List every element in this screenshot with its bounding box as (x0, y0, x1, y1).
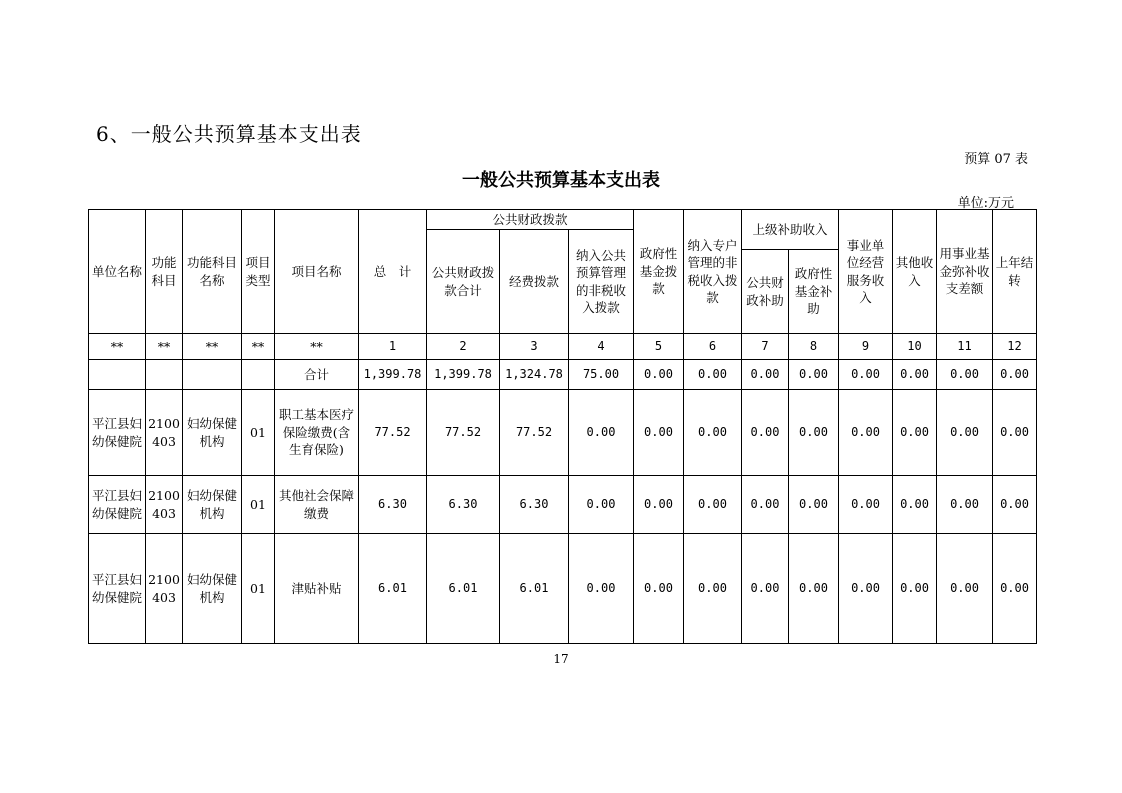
func-name-cell: 妇幼保健机构 (183, 476, 242, 534)
value-cell: 0.00 (742, 534, 789, 644)
value-cell: 0.00 (742, 390, 789, 476)
unit-name-cell: 平江县妇幼保健院 (89, 390, 146, 476)
value-cell: 6.30 (359, 476, 427, 534)
value-cell: 6.01 (359, 534, 427, 644)
page-number: 17 (553, 652, 569, 666)
header-gov-fund-subsidy: 政府性基金补助 (789, 250, 839, 334)
value-cell: 0.00 (569, 390, 634, 476)
column-index-cell: 5 (634, 334, 684, 360)
header-expense-allocation: 经费拨款 (500, 230, 569, 334)
form-number: 预算 07 表 (964, 152, 1028, 167)
item-name-cell: 津贴补贴 (275, 534, 359, 644)
total-value: 1,324.78 (500, 360, 569, 390)
unit-label: 单位:万元 (957, 196, 1014, 211)
value-cell: 0.00 (993, 390, 1037, 476)
value-cell: 0.00 (893, 476, 937, 534)
value-cell: 0.00 (937, 476, 993, 534)
total-value: 0.00 (937, 360, 993, 390)
column-index-cell: 2 (427, 334, 500, 360)
header-public-fiscal-subsidy: 公共财政补助 (742, 250, 789, 334)
value-cell: 6.30 (500, 476, 569, 534)
total-value: 75.00 (569, 360, 634, 390)
value-cell: 77.52 (500, 390, 569, 476)
value-cell: 0.00 (634, 390, 684, 476)
value-cell: 77.52 (427, 390, 500, 476)
item-type-cell: 01 (242, 534, 275, 644)
item-name-cell: 职工基本医疗保险缴费(含生育保险) (275, 390, 359, 476)
unit-name-cell: 平江县妇幼保健院 (89, 534, 146, 644)
value-cell: 0.00 (634, 534, 684, 644)
header-public-fiscal: 公共财政拨款 (427, 210, 634, 230)
budget-table (88, 209, 1037, 644)
item-name-cell: 其他社会保障缴费 (275, 476, 359, 534)
total-value: 0.00 (893, 360, 937, 390)
header-carryover: 上年结转 (993, 210, 1037, 334)
table-row (89, 390, 1037, 476)
value-cell: 0.00 (684, 390, 742, 476)
column-index-cell: ** (183, 334, 242, 360)
header-fund-make-up: 用事业基金弥补收支差额 (937, 210, 993, 334)
column-index-cell: 3 (500, 334, 569, 360)
column-index-cell: 11 (937, 334, 993, 360)
header-func-code: 功能科目 (146, 210, 183, 334)
column-index-cell: ** (146, 334, 183, 360)
header-row-1 (89, 210, 1037, 230)
header-item-name: 项目名称 (275, 210, 359, 334)
value-cell: 0.00 (789, 476, 839, 534)
total-value: 0.00 (742, 360, 789, 390)
value-cell: 0.00 (839, 390, 893, 476)
value-cell: 6.30 (427, 476, 500, 534)
column-index-cell: 4 (569, 334, 634, 360)
value-cell: 0.00 (839, 476, 893, 534)
column-index-cell: ** (275, 334, 359, 360)
value-cell: 0.00 (742, 476, 789, 534)
value-cell: 0.00 (993, 476, 1037, 534)
total-value: 1,399.78 (359, 360, 427, 390)
value-cell: 0.00 (893, 534, 937, 644)
value-cell: 77.52 (359, 390, 427, 476)
header-other-income: 其他收入 (893, 210, 937, 334)
func-code-cell: 2100403 (146, 476, 183, 534)
table-title: 一般公共预算基本支出表 (462, 170, 660, 191)
table-row (89, 534, 1037, 644)
header-func-name: 功能科目名称 (183, 210, 242, 334)
total-value: 1,399.78 (427, 360, 500, 390)
header-business-income: 事业单位经营服务收入 (839, 210, 893, 334)
value-cell: 0.00 (893, 390, 937, 476)
header-item-type: 项目类型 (242, 210, 275, 334)
value-cell: 0.00 (569, 534, 634, 644)
value-cell: 6.01 (500, 534, 569, 644)
column-index-cell: 7 (742, 334, 789, 360)
header-special-nontax: 纳入专户管理的非税收入拨款 (684, 210, 742, 334)
total-value: 0.00 (839, 360, 893, 390)
table-row (89, 476, 1037, 534)
total-value: 0.00 (789, 360, 839, 390)
func-name-cell: 妇幼保健机构 (183, 534, 242, 644)
value-cell: 0.00 (993, 534, 1037, 644)
header-total: 总 计 (359, 210, 427, 334)
unit-name-cell: 平江县妇幼保健院 (89, 476, 146, 534)
value-cell: 0.00 (937, 390, 993, 476)
column-index-cell: ** (242, 334, 275, 360)
column-index-cell: 12 (993, 334, 1037, 360)
total-value: 0.00 (634, 360, 684, 390)
header-gov-fund: 政府性基金拨款 (634, 210, 684, 334)
value-cell: 0.00 (684, 476, 742, 534)
index-row (89, 334, 1037, 360)
func-name-cell: 妇幼保健机构 (183, 390, 242, 476)
total-value: 0.00 (993, 360, 1037, 390)
total-row (89, 360, 1037, 390)
section-heading: 6、一般公共预算基本支出表 (96, 122, 362, 146)
value-cell: 6.01 (427, 534, 500, 644)
total-value: 0.00 (684, 360, 742, 390)
column-index-cell: ** (89, 334, 146, 360)
column-index-cell: 1 (359, 334, 427, 360)
value-cell: 0.00 (937, 534, 993, 644)
header-superior-subsidy: 上级补助收入 (742, 210, 839, 250)
value-cell: 0.00 (634, 476, 684, 534)
header-unit-name: 单位名称 (89, 210, 146, 334)
value-cell: 0.00 (569, 476, 634, 534)
func-code-cell: 2100403 (146, 534, 183, 644)
header-nontax-allocation: 纳入公共预算管理的非税收入拨款 (569, 230, 634, 334)
value-cell: 0.00 (789, 534, 839, 644)
column-index-cell: 9 (839, 334, 893, 360)
total-label: 合计 (275, 360, 359, 390)
item-type-cell: 01 (242, 390, 275, 476)
header-public-fiscal-total: 公共财政拨款合计 (427, 230, 500, 334)
column-index-cell: 6 (684, 334, 742, 360)
column-index-cell: 8 (789, 334, 839, 360)
value-cell: 0.00 (789, 390, 839, 476)
func-code-cell: 2100403 (146, 390, 183, 476)
item-type-cell: 01 (242, 476, 275, 534)
value-cell: 0.00 (684, 534, 742, 644)
column-index-cell: 10 (893, 334, 937, 360)
value-cell: 0.00 (839, 534, 893, 644)
